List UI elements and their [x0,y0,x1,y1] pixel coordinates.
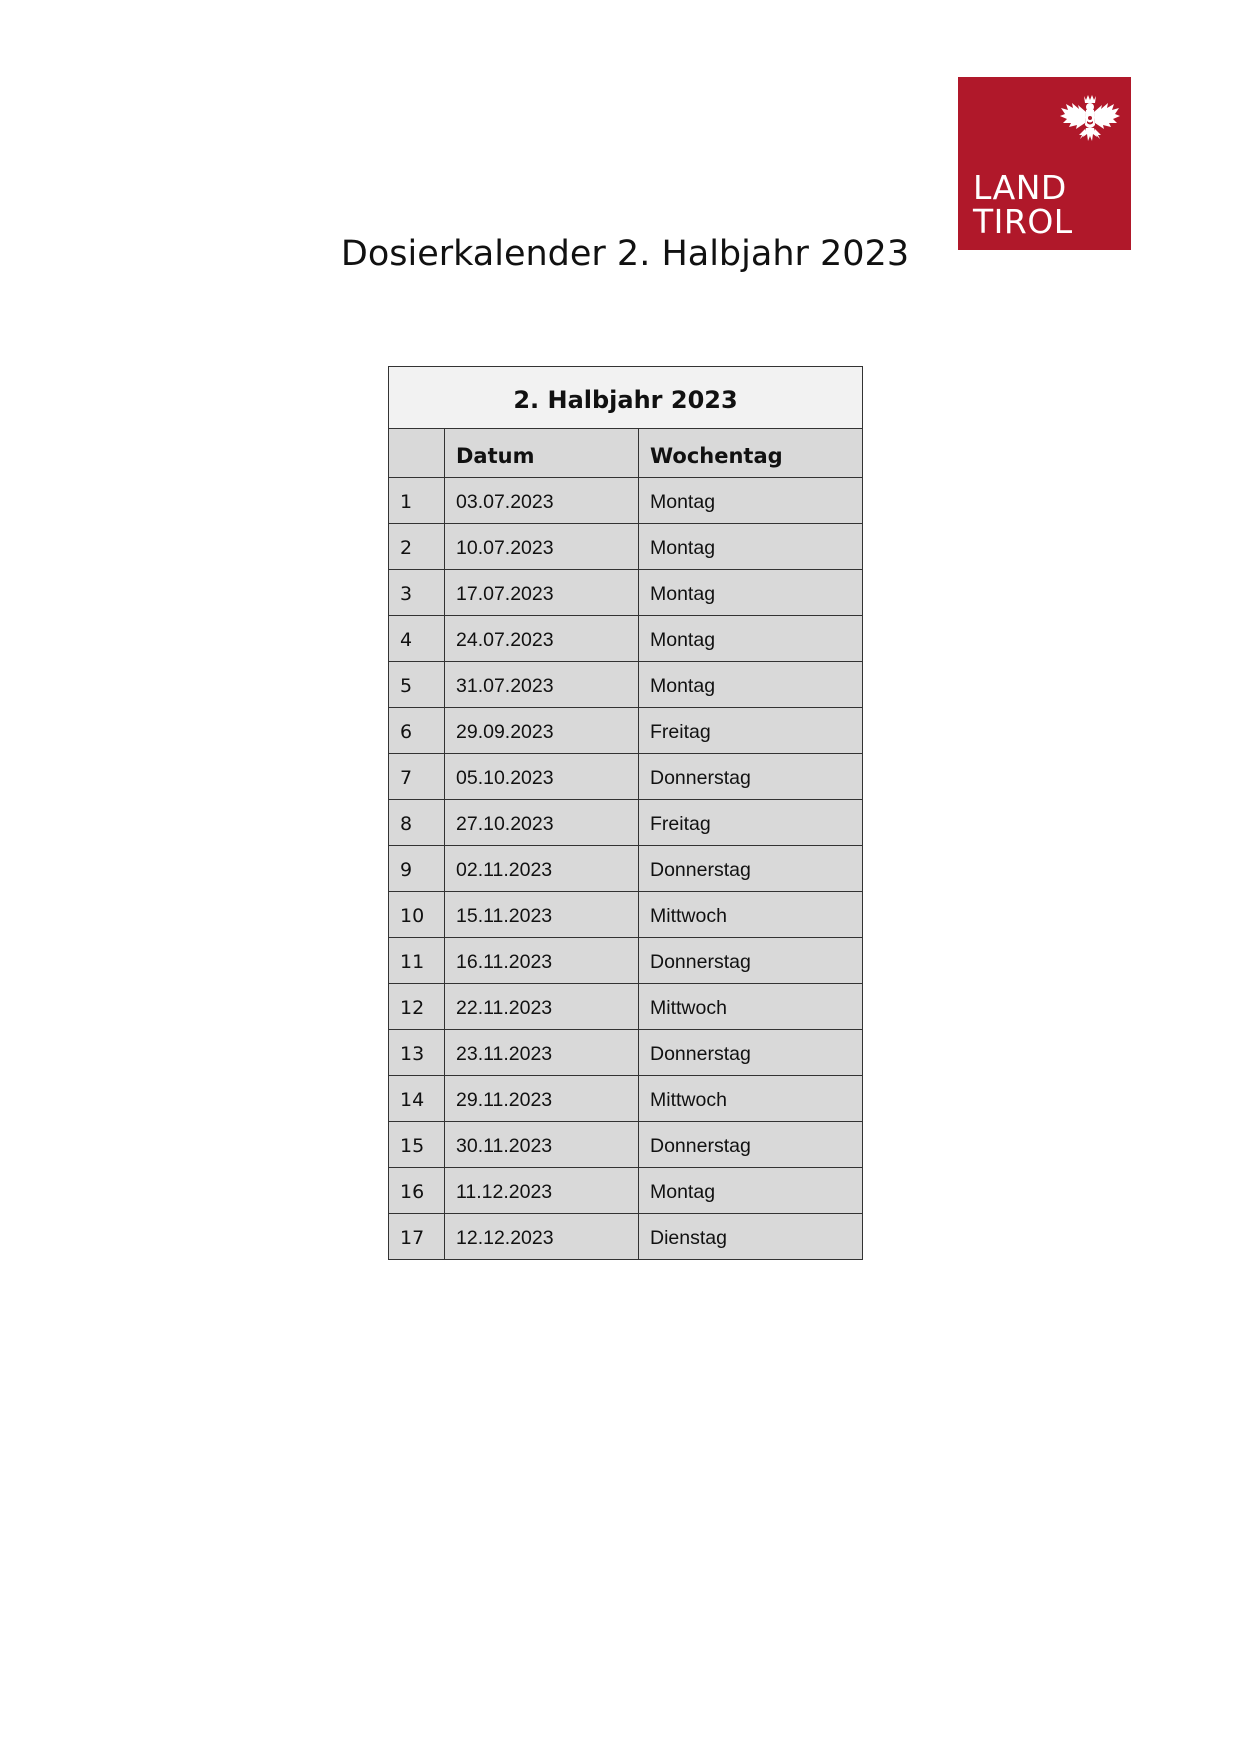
table-row [389,984,863,1030]
table-row [389,846,863,892]
table-row [389,892,863,938]
logo-line-land: LAND [973,168,1067,207]
row-wochentag: Dienstag [639,1214,863,1260]
table-row [389,1168,863,1214]
row-wochentag: Montag [639,478,863,524]
row-number: 1 [389,478,445,524]
row-number: 12 [389,984,445,1030]
row-wochentag: Montag [639,570,863,616]
row-datum: 05.10.2023 [445,754,639,800]
table-row [389,570,863,616]
row-number: 17 [389,1214,445,1260]
table-row [389,800,863,846]
row-datum: 29.09.2023 [445,708,639,754]
row-number: 6 [389,708,445,754]
table-row [389,1214,863,1260]
row-wochentag: Montag [639,524,863,570]
row-wochentag: Montag [639,1168,863,1214]
row-datum: 10.07.2023 [445,524,639,570]
row-number: 14 [389,1076,445,1122]
row-wochentag: Freitag [639,708,863,754]
table-caption: 2. Halbjahr 2023 [389,367,863,429]
row-number: 10 [389,892,445,938]
row-datum: 11.12.2023 [445,1168,639,1214]
row-wochentag: Donnerstag [639,1122,863,1168]
column-header-number [389,429,445,478]
row-wochentag: Mittwoch [639,892,863,938]
row-number: 8 [389,800,445,846]
row-number: 7 [389,754,445,800]
row-number: 16 [389,1168,445,1214]
row-datum: 29.11.2023 [445,1076,639,1122]
row-number: 9 [389,846,445,892]
table-row [389,938,863,984]
table-row [389,1122,863,1168]
land-tirol-logo [958,77,1131,250]
row-datum: 22.11.2023 [445,984,639,1030]
table-row [389,616,863,662]
row-datum: 23.11.2023 [445,1030,639,1076]
table-caption-row [389,367,863,429]
row-number: 2 [389,524,445,570]
column-header-datum: Datum [445,429,639,478]
page-title: Dosierkalender 2. Halbjahr 2023 [340,234,910,274]
row-number: 3 [389,570,445,616]
table-row [389,1030,863,1076]
column-header-wochentag: Wochentag [639,429,863,478]
row-number: 13 [389,1030,445,1076]
table-row [389,662,863,708]
table-row [389,708,863,754]
row-wochentag: Mittwoch [639,984,863,1030]
row-wochentag: Montag [639,662,863,708]
row-number: 15 [389,1122,445,1168]
table-header-row [389,429,863,478]
row-datum: 02.11.2023 [445,846,639,892]
row-datum: 15.11.2023 [445,892,639,938]
dosing-calendar-table [388,366,863,1260]
row-number: 5 [389,662,445,708]
row-wochentag: Mittwoch [639,1076,863,1122]
row-datum: 17.07.2023 [445,570,639,616]
row-datum: 03.07.2023 [445,478,639,524]
row-wochentag: Montag [639,616,863,662]
row-wochentag: Donnerstag [639,754,863,800]
row-number: 11 [389,938,445,984]
table-row [389,1076,863,1122]
table-row [389,524,863,570]
row-datum: 30.11.2023 [445,1122,639,1168]
row-wochentag: Donnerstag [639,938,863,984]
tyrolean-eagle-icon [1058,91,1122,155]
row-datum: 31.07.2023 [445,662,639,708]
row-number: 4 [389,616,445,662]
row-wochentag: Donnerstag [639,1030,863,1076]
row-datum: 12.12.2023 [445,1214,639,1260]
logo-line-tirol: TIROL [973,202,1073,241]
row-datum: 16.11.2023 [445,938,639,984]
logo-wordmark [973,168,1073,241]
table-row [389,478,863,524]
row-datum: 27.10.2023 [445,800,639,846]
row-datum: 24.07.2023 [445,616,639,662]
table-body [389,478,863,1260]
row-wochentag: Donnerstag [639,846,863,892]
table-row [389,754,863,800]
row-wochentag: Freitag [639,800,863,846]
